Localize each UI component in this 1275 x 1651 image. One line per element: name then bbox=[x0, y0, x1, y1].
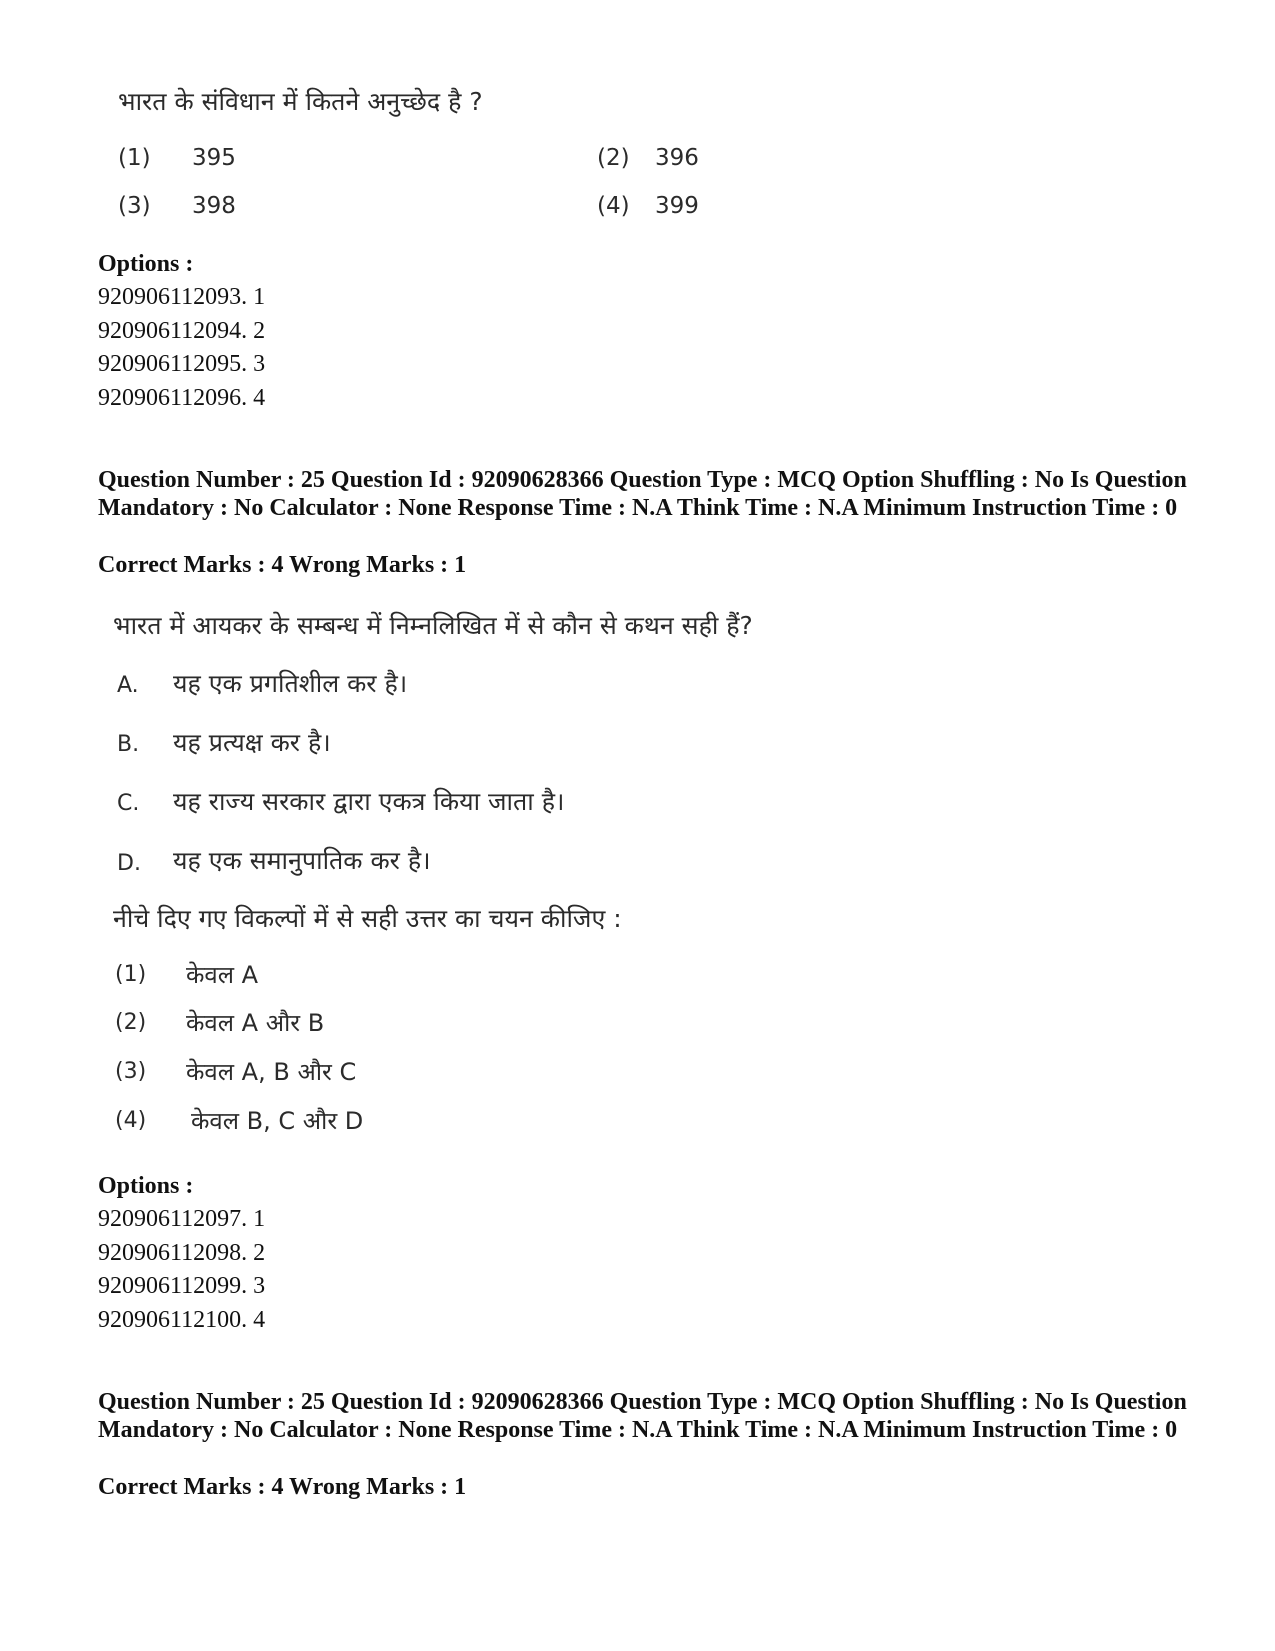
statement-text: यह राज्य सरकार द्वारा एकत्र किया जाता है। bbox=[173, 787, 565, 816]
question-text: भारत के संविधान में कितने अनुच्छेद है ? bbox=[118, 87, 483, 116]
choice-number: (3) bbox=[115, 1059, 147, 1084]
statement-letter: D. bbox=[117, 851, 141, 876]
statement-letter: B. bbox=[117, 732, 140, 757]
choice-value: 396 bbox=[655, 145, 699, 171]
choice-number: (1) bbox=[115, 962, 147, 987]
choice-number: (1) bbox=[118, 145, 151, 171]
option-row: 920906112096. 4 bbox=[98, 385, 266, 411]
choice-value: 399 bbox=[655, 193, 699, 219]
choice-number: (4) bbox=[597, 193, 630, 219]
statement-letter: A. bbox=[117, 673, 139, 698]
marks-info: Correct Marks : 4 Wrong Marks : 1 bbox=[98, 552, 467, 578]
option-row: 920906112093. 1 bbox=[98, 284, 266, 310]
choice-number: (2) bbox=[115, 1010, 147, 1035]
options-heading: Options : bbox=[98, 1173, 194, 1199]
choice-text: केवल A bbox=[186, 961, 259, 989]
instruction-text: नीचे दिए गए विकल्पों में से सही उत्तर का चयन कीजिए : bbox=[113, 904, 622, 933]
choice-number: (2) bbox=[597, 145, 630, 171]
options-heading: Options : bbox=[98, 251, 194, 277]
choice-value: 395 bbox=[192, 145, 236, 171]
option-row: 920906112094. 2 bbox=[98, 318, 266, 344]
choice-value: 398 bbox=[192, 193, 236, 219]
statement-letter: C. bbox=[117, 791, 140, 816]
option-row: 920906112097. 1 bbox=[98, 1206, 266, 1232]
marks-info: Correct Marks : 4 Wrong Marks : 1 bbox=[98, 1474, 467, 1500]
option-row: 920906112100. 4 bbox=[98, 1307, 266, 1333]
choice-text: केवल A, B और C bbox=[186, 1058, 357, 1086]
option-row: 920906112098. 2 bbox=[98, 1240, 266, 1266]
choice-number: (3) bbox=[118, 193, 151, 219]
option-row: 920906112095. 3 bbox=[98, 351, 266, 377]
choice-text: केवल B, C और D bbox=[191, 1107, 364, 1135]
question-meta: Question Number : 25 Question Id : 92090628366 Question Type : MCQ Option Shuffling : No Is Question Mandatory : No Calculator : None Response Time : N.A Think Time : N.A Minimum Instruction Time : 0 bbox=[98, 467, 1187, 521]
choice-number: (4) bbox=[115, 1108, 147, 1133]
statement-text: यह एक समानुपातिक कर है। bbox=[173, 846, 431, 875]
question-text: भारत में आयकर के सम्बन्ध में निम्नलिखित में से कौन से कथन सही हैं? bbox=[113, 611, 753, 640]
statement-text: यह प्रत्यक्ष कर है। bbox=[173, 728, 331, 757]
choice-text: केवल A और B bbox=[186, 1009, 325, 1037]
statement-text: यह एक प्रगतिशील कर है। bbox=[173, 669, 408, 698]
option-row: 920906112099. 3 bbox=[98, 1273, 266, 1299]
question-meta: Question Number : 25 Question Id : 92090628366 Question Type : MCQ Option Shuffling : No Is Question Mandatory : No Calculator : None Response Time : N.A Think Time : N.A Minimum Instruction Time : 0 bbox=[98, 1389, 1187, 1443]
